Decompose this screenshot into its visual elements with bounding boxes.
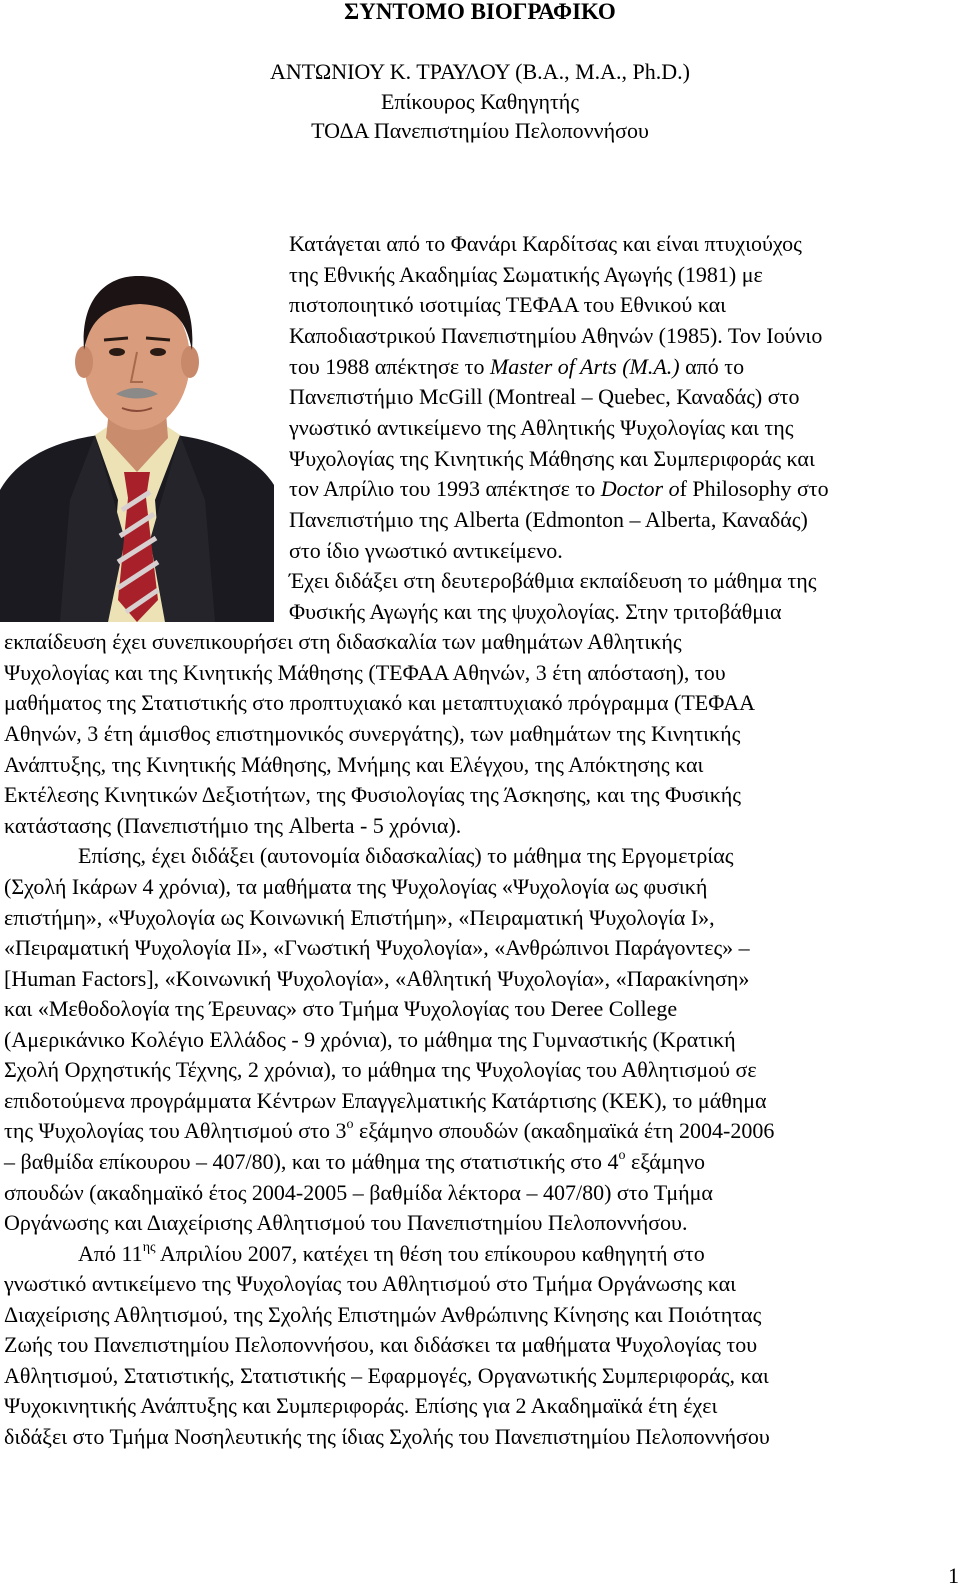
body-line: διδάξει στο Τμήμα Νοσηλευτικής της ίδιας Σχολής του Πανεπιστημίου Πελοποννήσου xyxy=(4,1424,770,1449)
body-line: Φυσικής Αγωγής και της ψυχολογίας. Στην τριτοβάθμια xyxy=(289,599,782,624)
body-text: Από 11 xyxy=(78,1241,143,1266)
degree-ma: Master of Arts (M.A.) xyxy=(489,354,680,379)
body-line: επιστήμη», «Ψυχολογία ως Κοινωνική Επιστήμη», «Πειραματική Ψυχολογία Ι», xyxy=(4,905,715,930)
body-line: Ζωής του Πανεπιστημίου Πελοποννήσου, και διδάσκει τα μαθήματα Ψυχολογίας του xyxy=(4,1332,758,1357)
body-line: Αθηνών, 3 έτη άμισθος επιστημονικός συνεργάτης), των μαθημάτων της Κινητικής xyxy=(4,721,741,746)
portrait-photo xyxy=(0,240,274,622)
author-name: ΑΝΤΩΝΙΟΥ Κ. ΤΡΑΥΛΟΥ (B.A., M.A., Ph.D.) xyxy=(270,59,690,84)
body-text: – βαθμίδα επίκουρου – 407/80), και το μάθημα της στατιστικής στο 4 xyxy=(4,1149,619,1174)
body-line: Έχει διδάξει στη δευτεροβάθμια εκπαίδευση το μάθημα της xyxy=(289,568,817,593)
superscript: ης xyxy=(142,1239,156,1255)
body-line: Πανεπιστήμιο της Alberta (Edmonton – Alberta, Καναδάς) xyxy=(289,507,808,532)
body-line: Ψυχοκινητικής Ανάπτυξης και Συμπεριφοράς. Επίσης για 2 Ακαδημαϊκά έτη έχει xyxy=(4,1393,718,1418)
body-line: Ανάπτυξης, της Κινητικής Μάθησης, Μνήμης και Ελέγχου, της Απόκτησης και xyxy=(4,752,704,777)
body-line: στο ίδιο γνωστικό αντικείμενο. xyxy=(289,538,563,563)
body-text: εξάμηνο xyxy=(625,1149,705,1174)
body-text: f Philosophy στο xyxy=(679,476,829,501)
body-line: Επίσης, έχει διδάξει (αυτονομία διδασκαλίας) το μάθημα της Εργομετρίας xyxy=(78,843,734,868)
superscript: ο xyxy=(618,1147,626,1163)
body-text: εξάμηνο σπουδών (ακαδημαϊκά έτη 2004-2006 xyxy=(353,1118,775,1143)
body-line: μαθήματος της Στατιστικής στο προπτυχιακό και μεταπτυχιακό πρόγραμμα (ΤΕΦΑΑ xyxy=(4,690,756,715)
body-line: σπουδών (ακαδημαϊκό έτος 2004-2005 – βαθμίδα λέκτορα – 407/80) στο Τμήμα xyxy=(4,1180,713,1205)
body-line: Καποδιαστρικού Πανεπιστημίου Αθηνών (1985). Τον Ιούνιο xyxy=(289,323,823,348)
body-line: Αθλητισμού, Στατιστικής, Στατιστικής – Εφαρμογές, Οργανωτικής Συμπεριφοράς, και xyxy=(4,1363,769,1388)
body-line: Εκτέλεσης Κινητικών Δεξιοτήτων, της Φυσιολογίας της Άσκησης, και της Φυσικής xyxy=(4,782,741,807)
page-number: 1 xyxy=(948,1563,959,1588)
author-position: Επίκουρος Καθηγητής xyxy=(380,89,580,114)
body-line xyxy=(4,1147,705,1177)
body-text: της Ψυχολογίας του Αθλητισμού στο 3 xyxy=(4,1118,347,1143)
body-line: Πανεπιστήμιο McGill (Montreal – Quebec, Καναδάς) στο xyxy=(289,384,800,409)
author-department: ΤΟΔΑ Πανεπιστημίου Πελοποννήσου xyxy=(311,118,649,143)
body-line: γνωστικό αντικείμενο της Αθλητικής Ψυχολογίας και της xyxy=(289,415,794,440)
body-line: Διαχείρισης Αθλητισμού, της Σχολής Επιστημών Ανθρώπινης Κίνησης και Ποιότητας xyxy=(4,1302,762,1327)
superscript: ο xyxy=(346,1116,354,1132)
body-text: του 1988 απέκτησε το xyxy=(289,354,490,379)
body-line: Ψυχολογίας και της Κινητικής Μάθησης (ΤΕΦΑΑ Αθηνών, 3 έτη απόσταση), του xyxy=(4,660,726,685)
degree-phd: Doctor o xyxy=(600,476,680,501)
body-line: Κατάγεται από το Φανάρι Καρδίτσας και είναι πτυχιούχος xyxy=(289,231,802,256)
body-text: από το xyxy=(679,354,745,379)
body-line xyxy=(4,1116,774,1146)
body-line: κατάστασης (Πανεπιστήμιο της Alberta - 5 χρόνια). xyxy=(4,813,462,838)
body-line: Ψυχολογίας της Κινητικής Μάθησης και Συμπεριφοράς και xyxy=(289,446,815,471)
document-title: ΣΥΝΤΟΜΟ ΒΙΟΓΡΑΦΙΚΟ xyxy=(344,0,616,24)
body-text: τον Απρίλιο του 1993 απέκτησε το xyxy=(289,476,601,501)
body-line xyxy=(78,1239,705,1269)
body-line: [Human Factors], «Κοινωνική Ψυχολογία», «Αθλητική Ψυχολογία», «Παρακίνηση» xyxy=(4,966,750,991)
body-line: και «Μεθοδολογία της Έρευνας» στο Τμήμα Ψυχολογίας του Deree College xyxy=(4,996,678,1021)
body-line: (Σχολή Ικάρων 4 χρόνια), τα μαθήματα της Ψυχολογίας «Ψυχολογία ως φυσική xyxy=(4,874,708,899)
body-line: της Εθνικής Ακαδημίας Σωματικής Αγωγής (1981) με xyxy=(289,262,763,287)
body-line: «Πειραματική Ψυχολογία ΙΙ», «Γνωστική Ψυχολογία», «Ανθρώπινοι Παράγοντες» – xyxy=(4,935,750,960)
body-line: πιστοποιητικό ισοτιμίας ΤΕΦΑΑ του Εθνικού και xyxy=(289,292,727,317)
body-line: Σχολή Ορχηστικής Τέχνης, 2 χρόνια), το μάθημα της Ψυχολογίας του Αθλητισμού σε xyxy=(4,1057,757,1082)
body-text: Απριλίου 2007, κατέχει τη θέση του επίκουρου καθηγητή στο xyxy=(155,1241,705,1266)
body-line: (Αμερικάνικο Κολέγιο Ελλάδος - 9 χρόνια), το μάθημα της Γυμναστικής (Κρατική xyxy=(4,1027,736,1052)
body-line: Οργάνωσης και Διαχείρισης Αθλητισμού του Πανεπιστημίου Πελοποννήσου. xyxy=(4,1210,688,1235)
body-line xyxy=(289,352,744,382)
body-line: επιδοτούμενα προγράμματα Κέντρων Επαγγελματικής Κατάρτισης (ΚΕΚ), το μάθημα xyxy=(4,1088,767,1113)
body-line: γνωστικό αντικείμενο της Ψυχολογίας του Αθλητισμού στο Τμήμα Οργάνωσης και xyxy=(4,1271,737,1296)
body-line xyxy=(289,474,829,504)
body-line: εκπαίδευση έχει συνεπικουρήσει στη διδασκαλία των μαθημάτων Αθλητικής xyxy=(4,629,682,654)
